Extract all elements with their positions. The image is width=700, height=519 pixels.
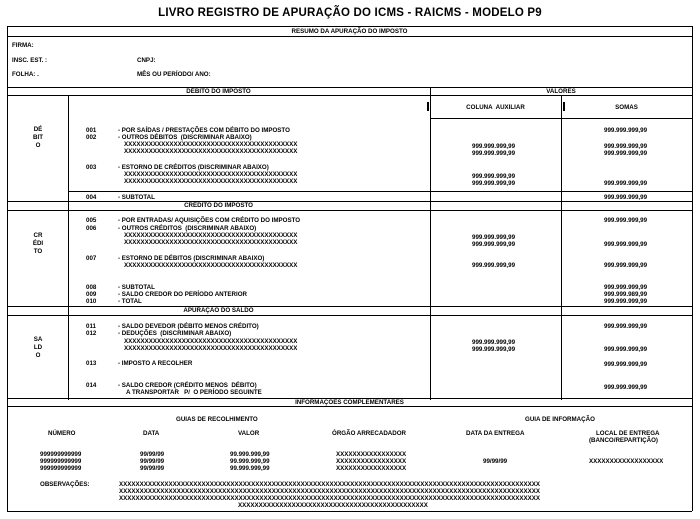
info-header: INFORMAÇÕES COMPLEMENTARES (295, 399, 404, 406)
line-006-sum: 999.999.999,99 (604, 241, 648, 248)
insc-est-label: INSC. EST. : (12, 57, 48, 64)
frame-bottom (7, 511, 692, 512)
guia-row-3-data: 99/99/99 (140, 465, 165, 472)
observacoes-label: OBSERVAÇÕES: (40, 481, 90, 488)
line-003-aux-1: 999.999.999,99 (472, 173, 516, 180)
credito-header-bottom (7, 210, 692, 211)
line-010-label: - TOTAL (118, 298, 142, 305)
line-011-label: - SALDO DEVEDOR (DÉBITO MENOS CRÉDITO) (118, 323, 259, 330)
line-012-aux-1: 999.999.999,99 (472, 339, 516, 346)
debito-header-line (7, 95, 692, 96)
line-003-label: - ESTORNO DE CRÉDITOS (DISCRIMINAR ABAIXO) (118, 164, 269, 171)
credito-side-label: CRÉDITO (32, 232, 44, 255)
info-header-bottom (7, 406, 692, 407)
line-007-aux: 999.999.999,99 (472, 262, 516, 269)
col-local-entrega: LOCAL DE ENTREGA (596, 430, 660, 437)
frame-left (7, 26, 8, 511)
line-013-code: 013 (86, 360, 97, 367)
line-012-aux-2: 999.999.999,99 (472, 346, 516, 353)
line-009-code: 009 (86, 291, 97, 298)
line-002-detail-2: XXXXXXXXXXXXXXXXXXXXXXXXXXXXXXXXXXXXXXXXXX (124, 148, 298, 155)
cnpj-label: CNPJ: (137, 57, 156, 64)
somas-tick-left (563, 102, 565, 111)
guia-row-1-data: 99/99/99 (140, 451, 165, 458)
guia-info-data-entrega: 99/99/99 (483, 458, 508, 465)
col-data: DATA (143, 430, 160, 437)
valores-header: VALORES (546, 88, 576, 95)
line-010-code: 010 (86, 298, 97, 305)
line-007-detail: XXXXXXXXXXXXXXXXXXXXXXXXXXXXXXXXXXXXXXXXXX (124, 262, 298, 269)
frame-right (692, 26, 693, 511)
line-007-sum: 999.999.999,99 (604, 262, 648, 269)
line-011-code: 011 (86, 323, 96, 330)
apuracao-header: APURAÇÃO DO SALDO (183, 307, 254, 314)
col-data-entrega: DATA DA ENTREGA (466, 430, 525, 437)
firma-label: FIRMA: (12, 42, 34, 49)
line-014-code: 014 (86, 382, 97, 389)
line-006-detail-1: XXXXXXXXXXXXXXXXXXXXXXXXXXXXXXXXXXXXXXXXXX (124, 232, 298, 239)
line-002-sum-1: 999.999.999,99 (604, 143, 648, 150)
line-004-label: - SUBTOTAL (118, 194, 155, 201)
line-002-label: - OUTROS DÉBITOS (DISCRIMINAR ABAIXO) (118, 134, 252, 141)
subtotal-004-line (68, 191, 692, 192)
line-002-code: 002 (86, 134, 97, 141)
line-011-value: 999.999.999,99 (604, 323, 648, 330)
line-007-label: - ESTORNO DE DÉBITOS (DISCRIMINAR ABAIXO) (118, 255, 265, 262)
line-012-detail-2: XXXXXXXXXXXXXXXXXXXXXXXXXXXXXXXXXXXXXXXXXX (124, 345, 298, 352)
line-007-code: 007 (86, 255, 97, 262)
col-valor: VALOR (238, 430, 260, 437)
guia-row-2-data: 99/99/99 (140, 458, 165, 465)
line-003-code: 003 (86, 164, 97, 171)
guia-row-2-numero: 999999999999 (40, 458, 82, 465)
line-004-code: 004 (86, 194, 97, 201)
line-003-sum: 999.999.999,99 (604, 180, 648, 187)
line-014-label: - SALDO CREDOR (CRÉDITO MENOS DÉBITO) (118, 382, 257, 389)
line-005-label: - POR ENTRADAS/ AQUISIÇÕES COM CRÉDITO DO IMPOSTO (118, 217, 301, 224)
line-014-label-2: A TRANSPORTAR P/ O PERÍODO SEGUINTE (126, 389, 262, 396)
line-006-detail-2: XXXXXXXXXXXXXXXXXXXXXXXXXXXXXXXXXXXXXXXXXX (124, 239, 298, 246)
line-001-code: 001 (86, 127, 97, 134)
line-008-label: - SUBTOTAL (118, 284, 155, 291)
guia-row-3-orgao: XXXXXXXXXXXXXXXXX (336, 465, 407, 472)
line-008-value: 999.999.999,99 (604, 284, 648, 291)
side-col-line (68, 95, 69, 400)
document-title: LIVRO REGISTRO DE APURAÇÃO DO ICMS - RAICMS - MODELO P9 (158, 7, 542, 19)
somas-header: SOMAS (615, 104, 638, 111)
line-004-value: 999.999.999,99 (604, 194, 648, 201)
line-009-label: - SALDO CREDOR DO PERÍODO ANTERIOR (118, 291, 248, 298)
line-012-code: 012 (86, 330, 97, 337)
observacoes-line-3: XXXXXXXXXXXXXXXXXXXXXXXXXXXXXXXXXXXXXXXXXXXXXXXXXXXXXXXXXXXXXXXXXXXXXXXXXXXXXXXXXXXXXXXXXXXXXXXXXXXXXX (119, 495, 540, 502)
guia-row-1-numero: 999999999999 (40, 451, 82, 458)
guia-row-1-orgao: XXXXXXXXXXXXXXXXX (336, 451, 407, 458)
saldo-side-label: SALDO (33, 336, 43, 359)
line-013-label: - IMPOSTO A RECOLHER (118, 360, 193, 367)
guia-row-1-valor: 99.999.999,99 (230, 451, 270, 458)
line-006-aux-1: 999.999.999,99 (472, 234, 516, 241)
line-006-label: - OUTROS CRÉDITOS (DISCRIMINAR ABAIXO) (118, 225, 257, 232)
line-014-value: 999.999.999,99 (604, 384, 648, 391)
line-009-value: 999.999.989,99 (604, 291, 648, 298)
line-008-code: 008 (86, 284, 97, 291)
line-005-code: 005 (86, 217, 97, 224)
col-numero: NÚMERO (48, 430, 76, 437)
guia-row-2-orgao: XXXXXXXXXXXXXXXXX (336, 458, 407, 465)
line-012-label: - DEDUÇÕES (DISCRIMINAR ABAIXO) (118, 330, 232, 337)
folha-label: FOLHA: . (12, 71, 39, 78)
observacoes-line-1: XXXXXXXXXXXXXXXXXXXXXXXXXXXXXXXXXXXXXXXXXXXXXXXXXXXXXXXXXXXXXXXXXXXXXXXXXXXXXXXXXXXXXXXXXXXXXXXXXXXXXX (119, 481, 540, 488)
guias-recolhimento-label: GUIAS DE RECOLHIMENTO (176, 416, 258, 423)
line-002-detail-1: XXXXXXXXXXXXXXXXXXXXXXXXXXXXXXXXXXXXXXXXXX (124, 141, 298, 148)
line-002-sum-2: 999.999.999,99 (604, 150, 648, 157)
apuracao-header-bottom (7, 315, 692, 316)
line-006-code: 006 (86, 225, 97, 232)
guia-row-2-valor: 99.999.999,99 (230, 458, 270, 465)
mes-periodo-label: MÊS OU PERÍODO/ ANO: (137, 71, 211, 78)
aux-col-line (430, 87, 431, 400)
guia-row-3-valor: 99.999.999,99 (230, 465, 270, 472)
line-003-aux-2: 999.999.999,99 (472, 180, 516, 187)
guia-informacao-label: GUIA DE INFORMAÇÃO (525, 416, 595, 423)
resumo-header-line (7, 36, 692, 37)
line-006-aux-2: 999.999.999,99 (472, 241, 516, 248)
observacoes-line-2: XXXXXXXXXXXXXXXXXXXXXXXXXXXXXXXXXXXXXXXXXXXXXXXXXXXXXXXXXXXXXXXXXXXXXXXXXXXXXXXXXXXXXXXXXXXXXXXXXXXXXX (119, 488, 540, 495)
observacoes-line-4: XXXXXXXXXXXXXXXXXXXXXXXXXXXXXXXXXXXXXXXXXXXXXX (238, 502, 428, 509)
line-001-label: - POR SAÍDAS / PRESTAÇÕES COM DÉBITO DO IMPOSTO (118, 127, 290, 134)
coluna-tick-left (427, 102, 429, 111)
line-001-value: 999.999.999,99 (604, 127, 648, 134)
coluna-auxiliar-header: COLUNA AUXILIAR (466, 104, 525, 111)
line-003-detail-1: XXXXXXXXXXXXXXXXXXXXXXXXXXXXXXXXXXXXXXXXXX (124, 171, 298, 178)
line-013-value: 999.999.999,99 (604, 361, 648, 368)
col-orgao: ÓRGÃO ARRECADADOR (332, 430, 407, 437)
guia-info-local: XXXXXXXXXXXXXXXXXX (589, 458, 664, 465)
col-local-entrega-sub: (BANCO/REPARTIÇÃO) (589, 437, 658, 444)
line-002-aux-1: 999.999.999,99 (472, 143, 516, 150)
resumo-header: RESUMO DA APURAÇÃO DO IMPOSTO (291, 28, 408, 35)
frame-top (7, 26, 692, 27)
guia-row-3-numero: 999999999999 (40, 465, 82, 472)
line-003-detail-2: XXXXXXXXXXXXXXXXXXXXXXXXXXXXXXXXXXXXXXXXXX (124, 178, 298, 185)
line-012-sum: 999.999.999,99 (604, 346, 648, 353)
line-010-value: 999.999.999,99 (604, 298, 648, 305)
debito-header: DÉBITO DO IMPOSTO (186, 88, 251, 95)
line-012-detail-1: XXXXXXXXXXXXXXXXXXXXXXXXXXXXXXXXXXXXXXXXXX (124, 338, 298, 345)
debito-side-label: DÉBITO (33, 126, 43, 149)
somas-col-line (561, 95, 562, 400)
line-005-value: 999.999.999,99 (604, 217, 648, 224)
line-002-aux-2: 999.999.999,99 (472, 150, 516, 157)
credito-header: CRÉDITO DO IMPOSTO (184, 202, 253, 209)
